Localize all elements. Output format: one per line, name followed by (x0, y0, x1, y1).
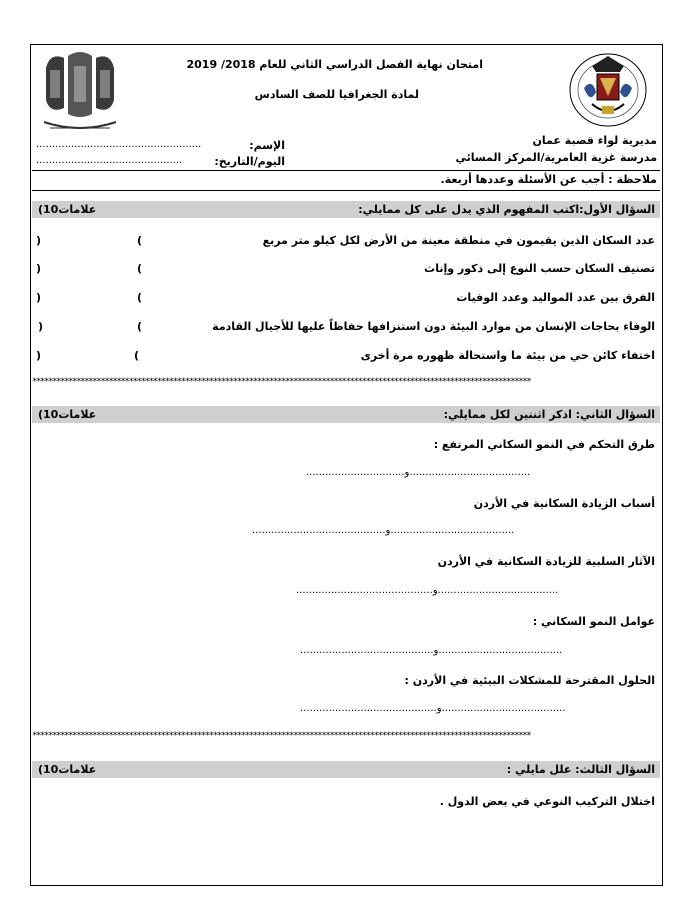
q1-item: تصنيف السكان حسب النوع إلى ذكور وإناث (424, 262, 655, 275)
answer-close-paren: ) (38, 320, 44, 333)
date-field[interactable]: .............................................. (36, 155, 183, 166)
date-label: اليوم/التاريخ: (214, 155, 285, 168)
q1-item: اختفاء كائن حي من بيئة ما واستحالة ظهوره مرة أخرى (360, 349, 655, 362)
q1-marks: (10علامات (38, 203, 97, 216)
answer-open-paren: ( (137, 291, 143, 304)
exam-title: امتحان نهاية الفصل الدراسي الثاني للعام 2018/ 2019 (186, 58, 483, 71)
q3-marks: (10علامات (38, 763, 97, 776)
school-logo-icon (36, 48, 124, 136)
note: ملاحظة : أجب عن الأسئلة وعددها أربعة. (440, 173, 657, 186)
ministry-emblem-icon (562, 48, 654, 132)
divider (32, 170, 660, 171)
answer-open-paren: ( (137, 234, 143, 247)
name-label: الإسم: (249, 139, 285, 152)
q1-item: عدد السكان الذين يقيمون في منطقة معينة من الأرض لكل كيلو متر مربع (262, 234, 655, 247)
answer-close-paren: ) (36, 349, 42, 362)
q3-title: السؤال الثالث: علل مايلي : (506, 763, 655, 776)
q2-item-label: الآثار السلبية للزيادة السكانية في الأردن (437, 555, 655, 568)
answer-open-paren: ( (137, 320, 143, 333)
q1-item: الفرق بين عدد المواليد وعدد الوفيات (456, 291, 655, 304)
answer-line[interactable]: ...........................................و....................................... (300, 703, 566, 714)
answer-line[interactable]: ...........................................و...................................... (296, 585, 559, 596)
directorate: مديرية لواء قصبة عمان (532, 134, 657, 147)
answer-close-paren: ) (36, 291, 42, 304)
answer-line[interactable]: ...............................و...................................... (306, 467, 531, 478)
answer-close-paren: ) (36, 234, 42, 247)
q2-item-label: أسباب الزيادة السكانية في الأردن (473, 497, 655, 510)
answer-line[interactable]: ..........................................و....................................... (300, 645, 563, 656)
school-name: مدرسة غزية العامرية/المركز المسائي (455, 151, 657, 164)
answer-open-paren: ( (134, 349, 140, 362)
q2-marks: (10علامات (38, 408, 97, 421)
q1-item: الوفاء بحاجات الإنسان من موارد البيئة دون استنزافها حفاظاً عليها للأجيال القادمة (212, 320, 655, 333)
q2-title: السؤال الثاني: اذكر اثنتين لكل ممايلي: (443, 408, 655, 421)
divider (32, 190, 660, 191)
name-field[interactable]: .................................................... (36, 139, 202, 150)
section-separator: **************************************************************************************************************************** (32, 731, 531, 741)
answer-open-paren: ( (137, 262, 143, 275)
q3-item: اختلال التركيب النوعي في بعض الدول . (439, 795, 655, 808)
exam-subtitle: لمادة الجغرافيا للصف السادس (254, 88, 419, 101)
q2-item-label: عوامل النمو السكاني : (532, 615, 655, 628)
answer-line[interactable]: ..........................................و....................................... (252, 525, 515, 536)
q2-item-label: طرق التحكم في النمو السكاني المرتفع : (433, 438, 655, 451)
answer-close-paren: ) (36, 262, 42, 275)
q2-item-label: الحلول المقترحة للمشكلات البيئية في الأردن : (404, 674, 655, 687)
q1-title: السؤال الأول:اكتب المفهوم الذي يدل على كل ممايلي: (358, 203, 655, 216)
section-separator: **************************************************************************************************************************** (32, 377, 531, 387)
